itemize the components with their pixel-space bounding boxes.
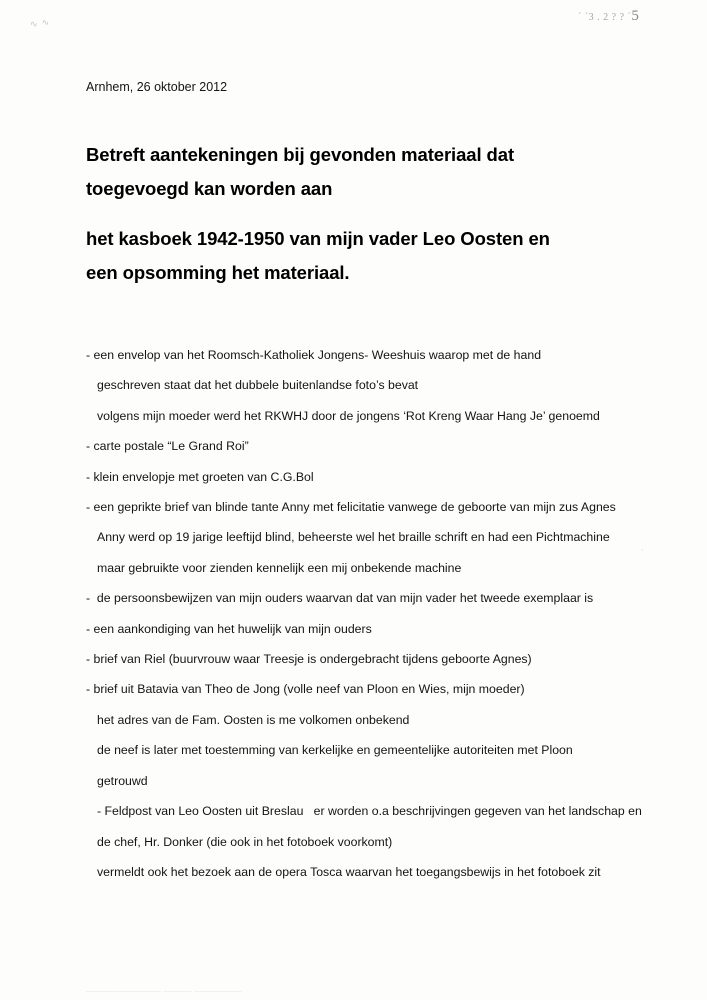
list-item: de neef is later met toestemming van kerkelijke en gemeentelijke autoriteiten met Ploon	[97, 743, 573, 758]
materials-list	[86, 340, 686, 887]
title-line-1: Betreft aantekeningen bij gevonden materiaal dat	[86, 144, 514, 165]
list-item: - Feldpost van Leo Oosten uit Breslau er worden o.a beschrijvingen gegeven van het landschap en	[97, 804, 642, 819]
title-line-4: een opsomming het materiaal.	[86, 262, 350, 283]
list-item: - de persoonsbewijzen van mijn ouders waarvan dat van mijn vader het tweede exemplaar is	[86, 591, 594, 606]
list-item: Anny werd op 19 jarige leeftijd blind, beheerste wel het braille schrift en had een Pichtmachine	[97, 530, 610, 545]
list-item: vermeldt ook het bezoek aan de opera Tosca waarvan het toegangsbewijs in het fotoboek zit	[97, 864, 601, 879]
list-item: maar gebruikte voor zienden kennelijk een mij onbekende machine	[97, 560, 462, 575]
date-line: Arnhem, 26 oktober 2012	[86, 80, 228, 94]
list-item: - carte postale “Le Grand Roi”	[86, 439, 249, 454]
list-item: het adres van de Fam. Oosten is me volkomen onbekend	[97, 712, 410, 727]
scan-artifact-top-right	[578, 8, 639, 25]
list-item: de chef, Hr. Donker (die ook in het fotoboek voorkomt)	[97, 834, 393, 849]
list-item: - een geprikte brief van blinde tante Anny met felicitatie vanwege de geboorte van mijn zus Agnes	[86, 500, 616, 515]
scan-artifact-page-number: 5	[631, 8, 640, 24]
list-item: - een aankondiging van het huwelijk van mijn ouders	[86, 621, 372, 636]
list-item: - brief van Riel (buurvrouw waar Treesje is ondergebracht tijdens geboorte Agnes)	[86, 652, 532, 667]
list-item: - brief uit Batavia van Theo de Jong (volle neef van Ploon en Wies, mijn moeder)	[86, 682, 525, 697]
scan-artifact-top-right-text: ´ ´3 . 2 ? ? ´	[578, 12, 632, 23]
list-item: geschreven staat dat het dubbele buitenlandse foto’s bevat	[97, 378, 419, 393]
scan-artifact-top-left: ∿ ∿	[29, 16, 51, 30]
document-title	[86, 138, 646, 290]
title-line-3: het kasboek 1942-1950 van mijn vader Leo Oosten en	[86, 228, 550, 249]
title-line-2: toegevoegd kan worden aan	[86, 178, 333, 199]
list-item: volgens mijn moeder werd het RKWHJ door de jongens ‘Rot Kreng Waar Hang Je’ genoemd	[97, 408, 600, 423]
list-item: - een envelop van het Roomsch-Katholiek Jongens- Weeshuis waarop met de hand	[86, 348, 542, 362]
scan-artifact-bottom: ———————— ——— —————	[86, 986, 242, 996]
list-item: - klein envelopje met groeten van C.G.Bol	[86, 469, 314, 484]
list-item: getrouwd	[97, 773, 148, 788]
scan-artifact-right-dot: ·	[641, 546, 644, 555]
